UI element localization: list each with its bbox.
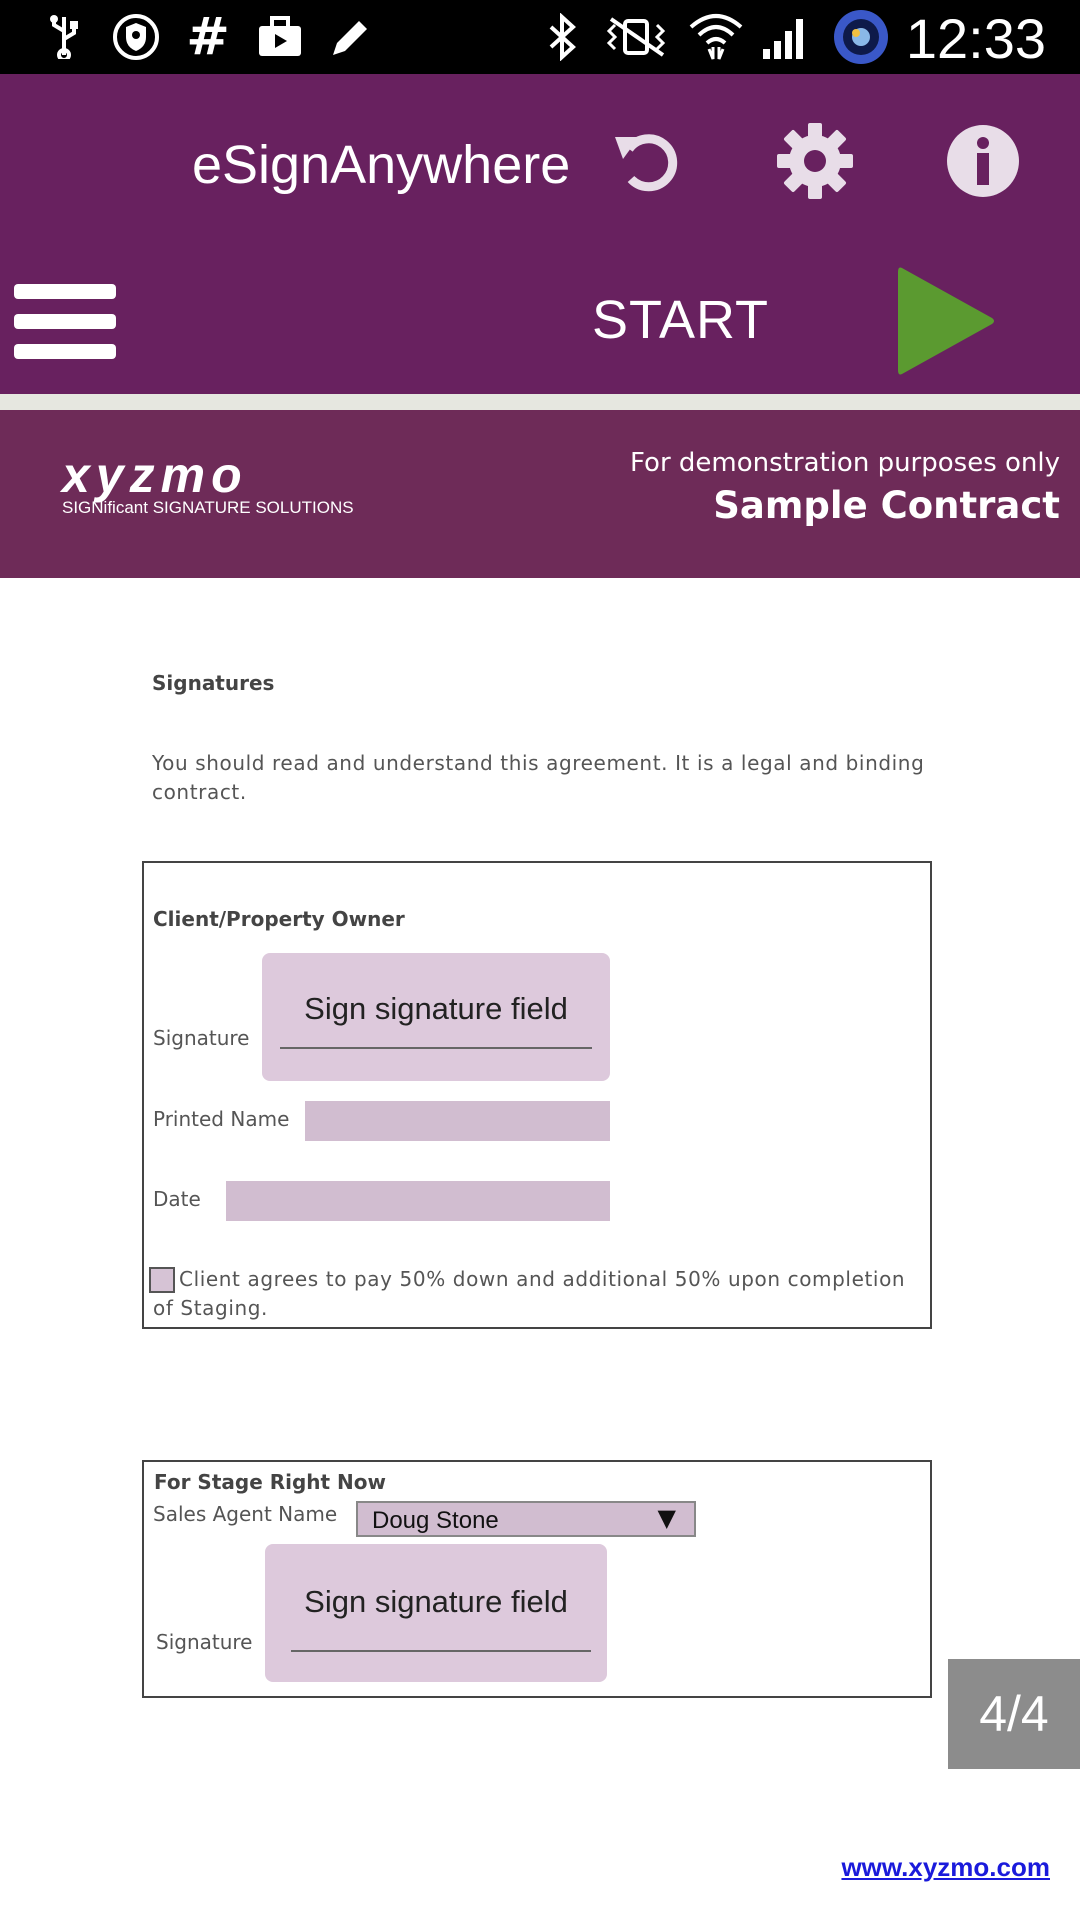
vpn-shield-icon (110, 12, 162, 62)
app-circle-icon (830, 12, 892, 62)
client-signature-box (142, 861, 932, 1329)
app-title: eSignAnywhere (192, 135, 571, 195)
vibrate-icon (600, 12, 674, 62)
date-field[interactable] (226, 1181, 610, 1221)
refresh-button[interactable] (602, 116, 692, 206)
play-icon (896, 262, 996, 380)
agent-signature-box (142, 1460, 932, 1698)
app-toolbar (0, 74, 1080, 394)
contract-title: Sample Contract (713, 484, 1060, 527)
xyzmo-logo: xyzmo (62, 447, 248, 503)
sales-agent-dropdown[interactable] (356, 1501, 696, 1537)
page-indicator: 4/4 (948, 1659, 1080, 1769)
website-link[interactable]: www.xyzmo.com (841, 1852, 1050, 1882)
payment-agreement-text: Client agrees to pay 50% down and additional 50% upon completion of Staging. (153, 1267, 906, 1320)
toolbar-divider (0, 394, 1080, 410)
status-bar (0, 0, 1080, 74)
hamburger-icon (14, 284, 116, 299)
sales-agent-value: Doug Stone (372, 1507, 499, 1534)
bluetooth-icon (542, 12, 582, 62)
sign-field-label: Sign signature field (304, 1584, 568, 1619)
dropdown-arrow-icon: ▼ (657, 1504, 676, 1532)
pen-icon (328, 12, 374, 62)
info-icon (945, 123, 1021, 199)
document-header (0, 410, 1080, 578)
settings-button[interactable] (770, 116, 860, 206)
wifi-icon (688, 12, 744, 62)
info-button[interactable] (938, 116, 1028, 206)
signature-line (280, 1047, 592, 1049)
briefcase-icon (256, 12, 304, 62)
agent-signature-field[interactable] (265, 1544, 607, 1682)
printed-name-label: Printed Name (153, 1107, 290, 1131)
agent-heading: For Stage Right Now (154, 1470, 387, 1494)
printed-name-field[interactable] (305, 1101, 610, 1141)
logo-tagline: SIGNificant SIGNATURE SOLUTIONS (62, 498, 354, 517)
usb-icon (42, 12, 86, 62)
menu-button[interactable] (14, 274, 118, 364)
section-title: Signatures (152, 671, 275, 695)
signal-icon (760, 12, 812, 62)
clock: 12:33 (905, 7, 1046, 70)
demo-notice: For demonstration purposes only (630, 448, 1060, 478)
hamburger-line (14, 344, 116, 359)
start-label[interactable]: START (592, 290, 770, 350)
signature-line (291, 1650, 591, 1652)
hamburger-line (14, 314, 116, 329)
hashtag-icon: # (186, 7, 230, 67)
refresh-icon (609, 123, 685, 199)
sign-field-label: Sign signature field (304, 991, 568, 1026)
gear-icon (775, 121, 855, 201)
start-button[interactable] (896, 262, 996, 380)
agent-signature-label: Signature (156, 1630, 253, 1654)
date-label: Date (153, 1187, 201, 1211)
signature-label: Signature (153, 1026, 250, 1050)
client-heading: Client/Property Owner (153, 907, 405, 931)
sales-agent-label: Sales Agent Name (153, 1502, 338, 1526)
intro-text: You should read and understand this agreement. It is a legal and binding contract. (152, 751, 925, 804)
client-signature-field[interactable] (262, 953, 610, 1081)
